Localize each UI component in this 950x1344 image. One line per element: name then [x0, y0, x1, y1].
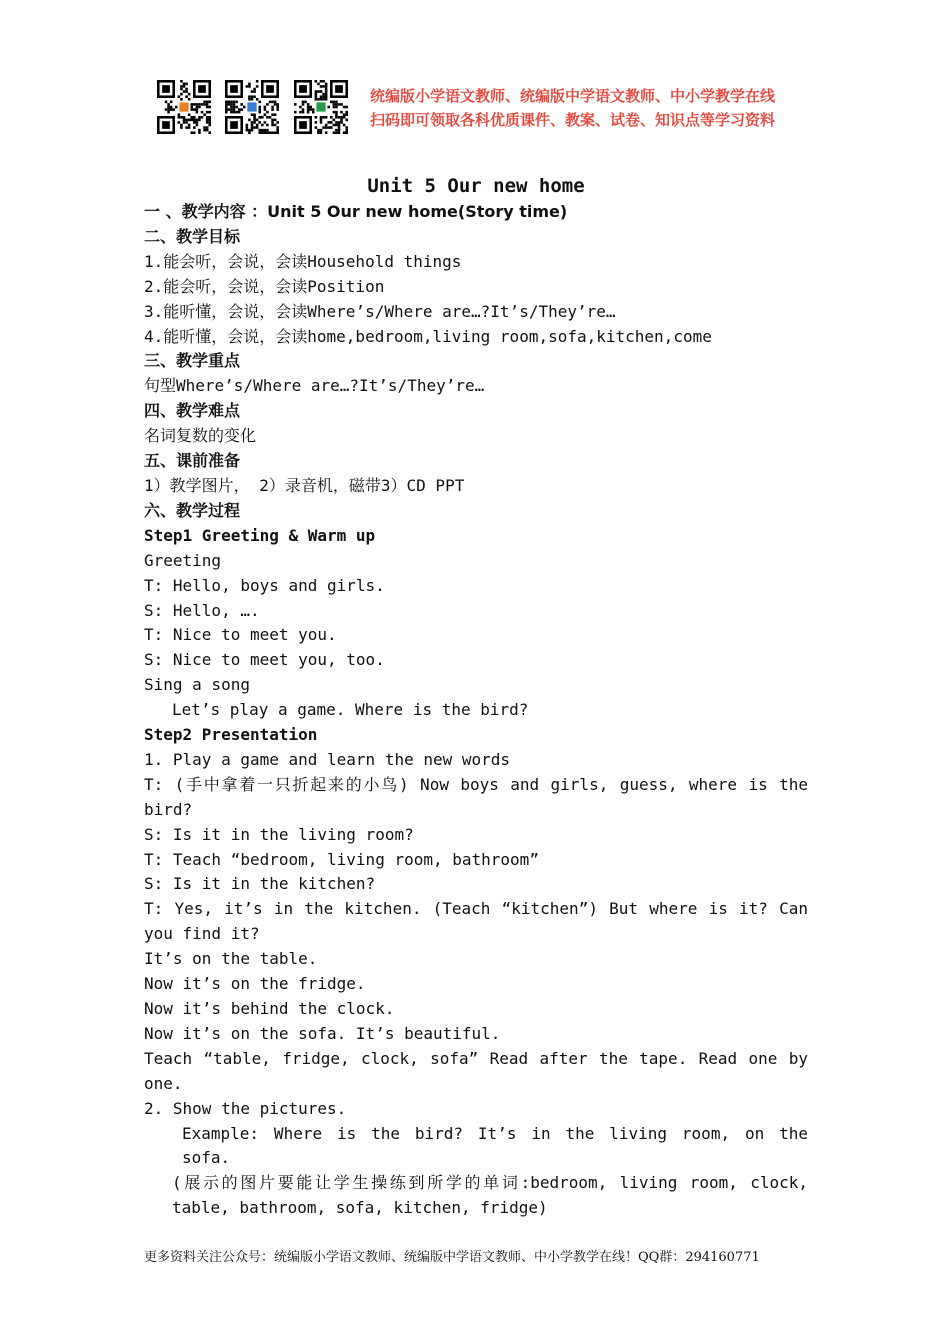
- text-line: 句型Where’s/Where are…?It’s/They’re…: [144, 376, 485, 396]
- text-line: Greeting: [144, 550, 222, 570]
- objective-item: 2.能会听，会说，会读Position: [144, 276, 385, 296]
- dialogue-line: S: Hello, ….: [144, 600, 260, 620]
- text-line: It’s on the table.: [144, 949, 318, 969]
- banner-line-1: 统编版小学语文教师、统编版中学语文教师、中小学教学在线: [370, 87, 776, 105]
- qr-code-1[interactable]: [157, 80, 211, 134]
- objective-item: 1.能会听，会说，会读Household things: [144, 251, 462, 271]
- qr-code-2[interactable]: [225, 80, 279, 134]
- text-line: 1. Play a game and learn the new words: [144, 749, 511, 769]
- dialogue-line: T: (手中拿着一只折起来的小鸟) Now boys and girls, guess, where is the bird?: [144, 774, 808, 819]
- banner-line-2: 扫码即可领取各科优质课件、教案、试卷、知识点等学习资料: [370, 111, 776, 129]
- dialogue-line: T: Hello, boys and girls.: [144, 575, 385, 595]
- qr-code-3[interactable]: [294, 80, 348, 134]
- dialogue-line: T: Teach “bedroom, living room, bathroom”: [144, 849, 539, 869]
- dialogue-line: T: Yes, it’s in the kitchen. (Teach “kitchen”) But where is it? Can you find it?: [144, 899, 808, 944]
- page-footer: 更多资料关注公众号：统编版小学语文教师、统编版中学语文教师、中小学教学在线！QQ群：294160771: [144, 1250, 760, 1265]
- text-line: Now it’s behind the clock.: [144, 999, 395, 1018]
- text-line: Teach “table, fridge, clock, sofa” Read after the tape. Read one by one.: [144, 1048, 808, 1093]
- lesson-plan: [144, 172, 808, 1221]
- text-line: Now it’s on the fridge.: [144, 974, 366, 994]
- step-heading: Step2 Presentation: [144, 725, 318, 745]
- text-line: Now it’s on the sofa. It’s beautiful.: [144, 1023, 501, 1043]
- objective-item: 3.能听懂，会说，会读Where’s/Where are…?It’s/They’re…: [144, 301, 616, 321]
- text-line: (展示的图片要能让学生操练到所学的单词:bedroom, living room, clock, table, bathroom, sofa, kitchen, fridge): [172, 1173, 808, 1218]
- text-line: 名词复数的变化: [144, 426, 257, 446]
- dialogue-line: S: Nice to meet you, too.: [144, 650, 385, 670]
- text-line: Let’s play a game. Where is the bird?: [172, 700, 529, 720]
- section-heading: 四、教学难点: [144, 401, 241, 421]
- section-heading: 三、教学重点: [144, 351, 241, 371]
- promo-banner: [370, 84, 800, 132]
- dialogue-line: T: Nice to meet you.: [144, 625, 337, 645]
- section-heading: 五、课前准备: [144, 451, 241, 471]
- section-heading: 六、教学过程: [144, 500, 241, 520]
- objective-item: 4.能听懂，会说，会读home,bedroom,living room,sofa,kitchen,come: [144, 326, 712, 346]
- dialogue-line: S: Is it in the living room?: [144, 824, 414, 844]
- page-header: [157, 80, 797, 136]
- section-heading: 一 、教学内容 ：Unit 5 Our new home(Story time): [144, 202, 568, 221]
- step-heading: Step1 Greeting & Warm up: [144, 525, 376, 545]
- doc-title: Unit 5 Our new home: [367, 175, 585, 197]
- text-line: 1）教学图片， 2）录音机，磁带3）CD PPT: [144, 475, 465, 495]
- text-line: Sing a song: [144, 675, 250, 695]
- text-line: Example: Where is the bird? It’s in the living room, on the sofa.: [182, 1123, 808, 1168]
- text-line: 2. Show the pictures.: [144, 1098, 347, 1118]
- section-heading: 二、教学目标: [144, 226, 241, 246]
- dialogue-line: S: Is it in the kitchen?: [144, 874, 376, 894]
